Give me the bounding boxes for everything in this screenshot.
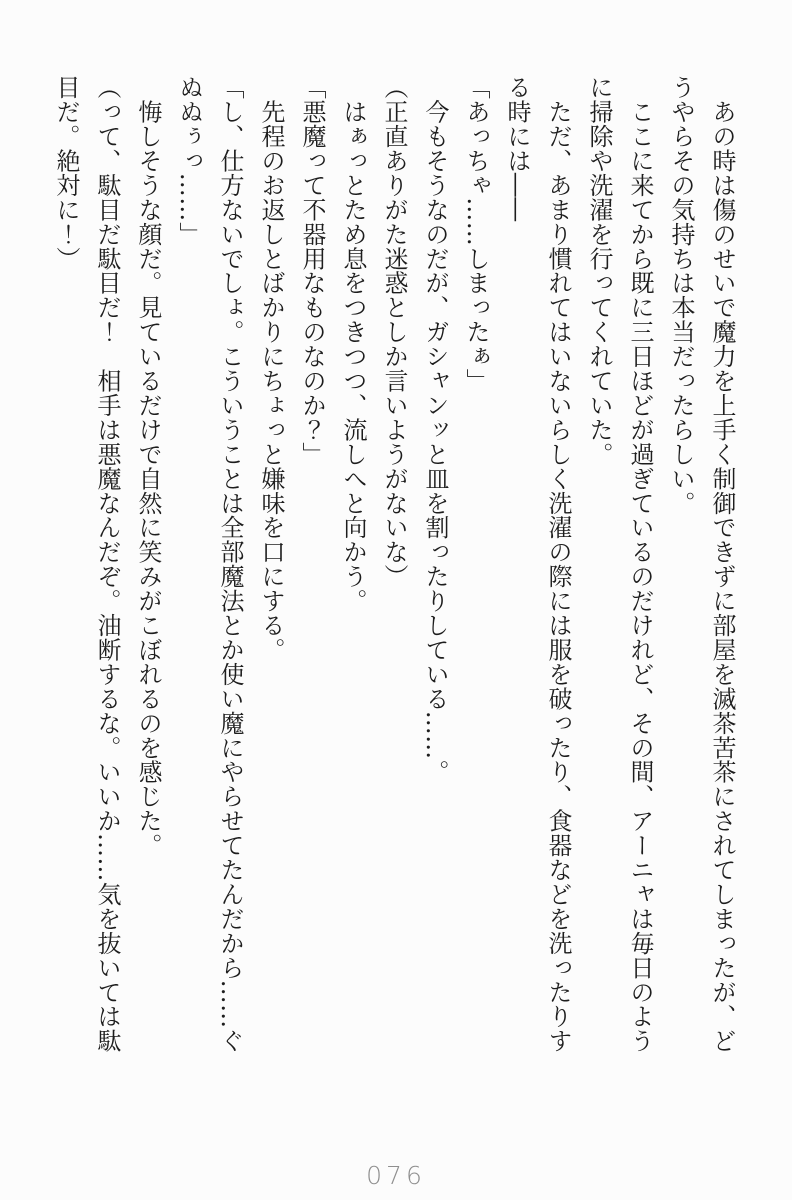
text-column: に掃除や洗濯を行ってくれていた。 bbox=[585, 75, 613, 467]
text-column: 「あっちゃ……しまったぁ」 bbox=[462, 75, 490, 393]
text-column: （って、駄目だ駄目だ！ 相手は悪魔なんだぞ。油断するな。いいか……気を抜いては駄 bbox=[93, 75, 121, 1053]
text-column: ここに来てから既に三日ほどが過ぎているのだけれど、その間、アーニャは毎日のよう bbox=[626, 75, 654, 1053]
text-column: 「し、仕方ないでしょ。こういうことは全部魔法とか使い魔にやらせてたんだから……ぐ bbox=[216, 75, 244, 1053]
text-column: ぬぬぅっ……」 bbox=[175, 75, 203, 247]
text-column: る時には―― bbox=[503, 75, 531, 222]
text-column: あの時は傷のせいで魔力を上手く制御できずに部屋を滅茶苦茶にされてしまったが、ど bbox=[708, 75, 736, 1053]
page-number: 076 bbox=[366, 1161, 426, 1190]
text-column: うやらその気持ちは本当だったらしい。 bbox=[667, 75, 695, 516]
text-column: はぁっとため息をつきつつ、流しへと向かう。 bbox=[339, 75, 367, 613]
text-column: ただ、あまり慣れてはいないらしく洗濯の際には服を破ったり、食器などを洗ったりす bbox=[544, 75, 572, 1053]
text-column: 先程のお返しとばかりにちょっと嫌味を口にする。 bbox=[257, 75, 285, 662]
text-column: 目だ。絶対に！） bbox=[52, 75, 80, 271]
text-column: （正直ありがた迷惑としか言いようがないな） bbox=[380, 75, 408, 589]
text-column: 悔しそうな顔だ。見ているだけで自然に笑みがこぼれるのを感じた。 bbox=[134, 75, 162, 858]
vertical-text-block bbox=[45, 75, 742, 1065]
text-column: 今もそうなのだが、ガシャンッと皿を割ったりしている……。 bbox=[421, 75, 449, 785]
text-column: 「悪魔って不器用なものなのか？」 bbox=[298, 75, 326, 467]
